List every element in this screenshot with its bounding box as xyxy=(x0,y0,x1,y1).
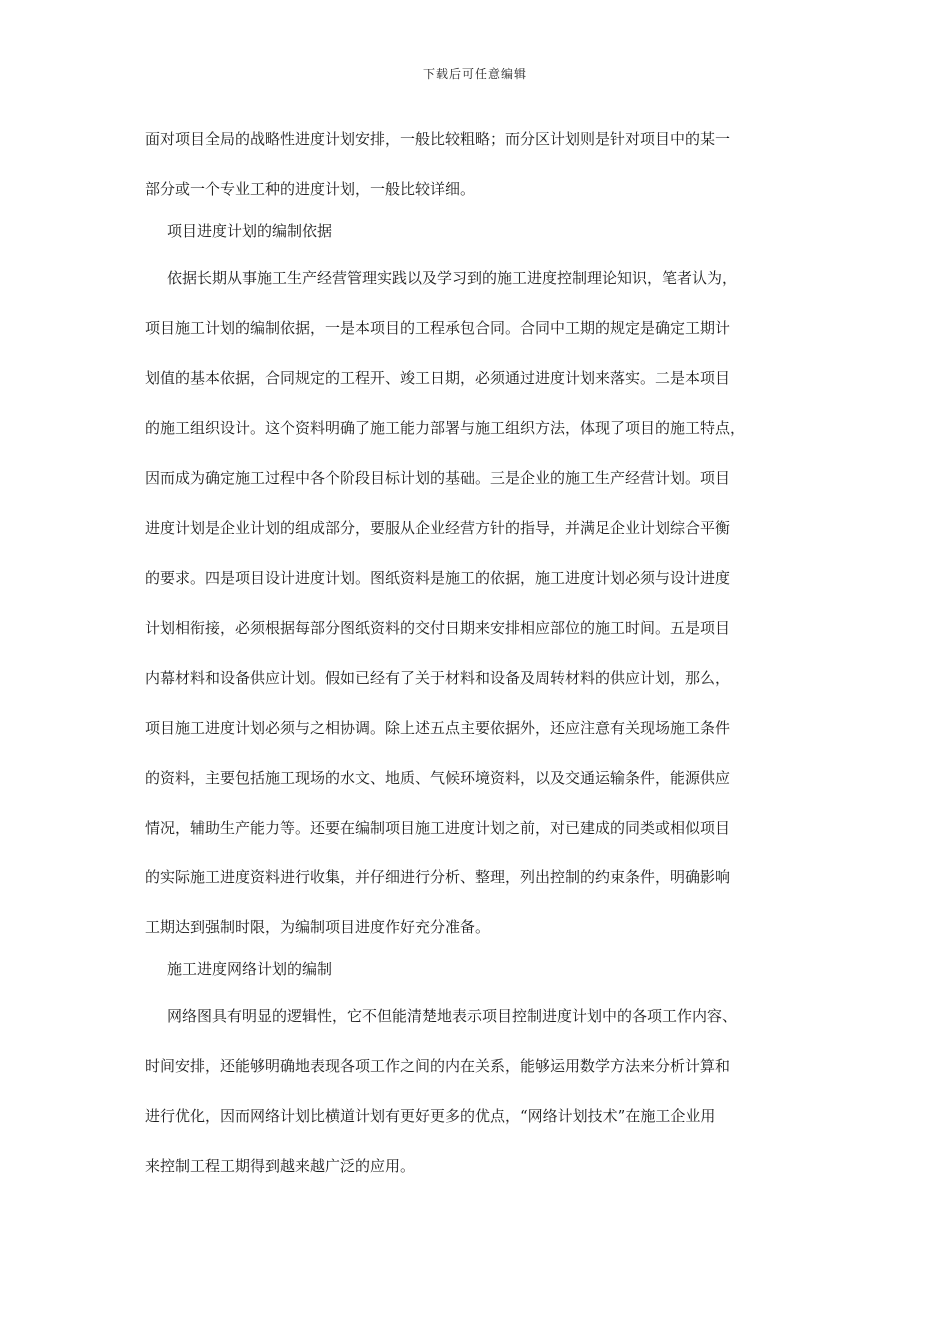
section-heading: 项目进度计划的编制依据 xyxy=(167,222,333,240)
text-line: 工期达到强制时限，为编制项目进度作好充分准备。 xyxy=(145,918,491,936)
text-line: 的要求。四是项目设计进度计划。图纸资料是施工的依据，施工进度计划必须与设计进度 xyxy=(145,569,731,587)
text-line: 内幕材料和设备供应计划。假如已经有了关于材料和设备及周转材料的供应计划，那么， xyxy=(145,669,731,687)
text-line: 计划相衔接，必须根据每部分图纸资料的交付日期来安排相应部位的施工时间。五是项目 xyxy=(145,619,731,637)
text-line: 的施工组织设计。这个资料明确了施工能力部署与施工组织方法，体现了项目的施工特点， xyxy=(145,419,746,437)
text-line: 时间安排，还能够明确地表现各项工作之间的内在关系，能够运用数学方法来分析计算和 xyxy=(145,1057,731,1075)
text-line: 项目施工进度计划必须与之相协调。除上述五点主要依据外，还应注意有关现场施工条件 xyxy=(145,719,731,737)
text-line: 网络图具有明显的逻辑性，它不但能清楚地表示项目控制进度计划中的各项工作内容、 xyxy=(167,1007,738,1025)
text-line: 项目施工计划的编制依据，一是本项目的工程承包合同。合同中工期的规定是确定工期计 xyxy=(145,319,731,337)
text-line: 依据长期从事施工生产经营管理实践以及学习到的施工进度控制理论知识，笔者认为， xyxy=(167,269,738,287)
text-line: 来控制工程工期得到越来越广泛的应用。 xyxy=(145,1157,416,1175)
page-header: 下载后可任意编辑 xyxy=(422,67,527,81)
text-line: 的资料，主要包括施工现场的水文、地质、气候环境资料，以及交通运输条件，能源供应 xyxy=(145,769,731,787)
text-line: 面对项目全局的战略性进度计划安排，一般比较粗略；而分区计划则是针对项目中的某一 xyxy=(145,130,731,148)
text-line: 因而成为确定施工过程中各个阶段目标计划的基础。三是企业的施工生产经营计划。项目 xyxy=(145,469,731,487)
section-heading: 施工进度网络计划的编制 xyxy=(167,960,333,978)
text-line: 部分或一个专业工种的进度计划，一般比较详细。 xyxy=(145,180,476,198)
text-line: 进度计划是企业计划的组成部分，要服从企业经营方针的指导，并满足企业计划综合平衡 xyxy=(145,519,731,537)
text-line: 情况，辅助生产能力等。还要在编制项目施工进度计划之前，对已建成的同类或相似项目 xyxy=(145,819,731,837)
text-line: 进行优化，因而网络计划比横道计划有更好更多的优点，“网络计划技术”在施工企业用 xyxy=(145,1107,716,1125)
text-line: 的实际施工进度资料进行收集，并仔细进行分析、整理，列出控制的约束条件，明确影响 xyxy=(145,868,731,886)
text-line: 划值的基本依据，合同规定的工程开、竣工日期，必须通过进度计划来落实。二是本项目 xyxy=(145,369,731,387)
